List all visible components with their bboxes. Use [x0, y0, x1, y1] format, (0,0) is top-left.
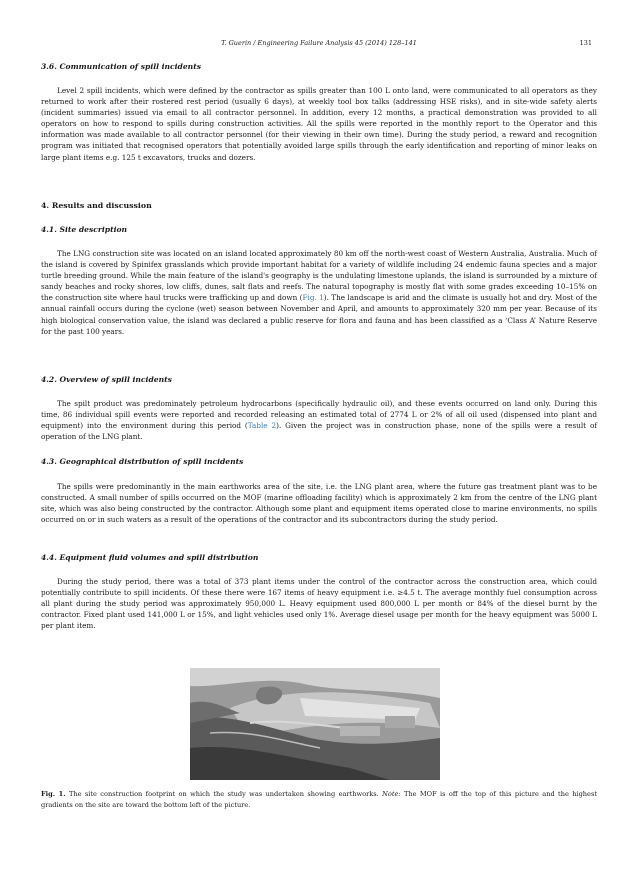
caption-note-label: Note:	[382, 790, 401, 798]
section-4-2	[41, 374, 597, 385]
section-4-4-body	[41, 576, 597, 631]
section-4-3	[41, 456, 597, 467]
section-4-1-title: 4.1. Site description	[41, 225, 128, 234]
figure-1-caption	[41, 789, 597, 810]
section-4-3-title: 4.3. Geographical distribution of spill incidents	[41, 457, 244, 466]
paragraph-text: ). The landscape is arid and the climate is usually hot and dry. Most of the annual rainfall occurs during the cyclone (wet) season between November and April, and amounts to approximately 320 mm per year. Because of its high biological conservation value, the island was declared a public reserve for flora and fauna and has been classified as a ‘Class A’ Nature Reserve for the past 100 years.	[41, 293, 597, 336]
paragraph-text: The spilt product was predominately petroleum hydrocarbons (specifically hydraulic oil), and these events occurred on land only. During this time, 86 individual spill events were reported and recorded releasing an estimated total of 2774 L or 2% of all oil used (dispensed into plant and equipment) into the environment during this period (	[41, 399, 597, 431]
section-4-2-body	[41, 398, 597, 442]
paragraph-text: The LNG construction site was located on an island located approximately 80 km off the north-west coast of Western Australia, Australia. Much of the island is covered by Spinifex grasslands which provide important habitat for a variety of wildlife including 24 endemic fauna species and a major turtle breeding ground. While the main feature of the island's geography is the undulating limestone uplands, the island is surrounded by a mixture of sandy beaches and rocky shores, low cliffs, dunes, salt flats and reefs. The natural topography is mostly flat with some grades exceeding 10–15% on the construction site where haul trucks were trafficking up and down (	[41, 249, 597, 303]
section-4-3-body	[41, 481, 597, 525]
table-2-link[interactable]: Table 2	[247, 421, 277, 431]
figure-1-aerial-photo	[190, 668, 440, 780]
paragraph	[41, 248, 597, 337]
section-4-1	[41, 224, 597, 235]
section-4-2-title: 4.2. Overview of spill incidents	[41, 375, 172, 384]
caption-text: The MOF is off the top of this picture and the highest gradients on the site are toward the bottom left of the picture.	[41, 790, 597, 809]
aerial-photo-graphic	[190, 668, 440, 780]
caption-text: The site construction footprint on which the study was undertaken showing earthworks.	[65, 790, 383, 798]
section-4-4-title: 4.4. Equipment fluid volumes and spill distribution	[41, 553, 259, 562]
figure-1-link[interactable]: Fig. 1	[302, 293, 324, 303]
section-4-title: 4. Results and discussion	[41, 201, 152, 210]
section-3-6-title: 3.6. Communication of spill incidents	[41, 62, 201, 71]
section-3-6-body	[41, 85, 597, 163]
section-4-1-body	[41, 248, 597, 337]
figure-label: Fig. 1.	[41, 790, 66, 798]
journal-citation: T. Guerin / Engineering Failure Analysis 45 (2014) 128–141	[221, 39, 417, 47]
section-4	[41, 200, 597, 211]
paragraph: Level 2 spill incidents, which were defined by the contractor as spills greater than 100 L onto land, were communicated to all operators as they returned to work after their rostered rest period (usually 6 days), at weekly tool box talks (addressing HSE risks), and in site-wide safety alerts (incident summaries) issued via email to all contractor personnel. In addition, every 12 months, a practical demonstration was provided to all operators on how to respond to spills during construction activities. All the spills were reported in the monthly report to the Operator and this information was made available to all contractor personnel (for their viewing in their own time). During the study period, a reward and recognition program was initiated that recognised operators that potentially avoided large spills through the early identification and reporting of minor leaks on large plant items e.g. 125 t excavators, trucks and dozers.	[41, 86, 597, 162]
running-head	[0, 39, 638, 51]
paragraph	[41, 398, 597, 442]
paragraph: The spills were predominantly in the main earthworks area of the site, i.e. the LNG plant area, where the future gas treatment plant was to be constructed. A small number of spills occurred on the MOF (marine offloading facility) which is approximately 2 km from the centre of the LNG plant site, which was also being constructed by the contractor. Although some plant and equipment items operated close to marine environments, no spills occurred on or in such waters as a result of the operations of the contractor and its subcontractors during the study period.	[41, 482, 597, 525]
paragraph-text: ). Given the project was in construction phase, none of the spills were a result of operation of the LNG plant.	[41, 421, 598, 442]
paragraph: During the study period, there was a total of 373 plant items under the control of the contractor across the construction area, which could potentially contribute to spill incidents. Of these there were 167 items of heavy equipment i.e. ≥4.5 t. The average monthly fuel consumption across all plant during the study period was approximately 950,000 L. Heavy equipment used 800,000 L per month or 84% of the diesel burnt by the contractor. Fixed plant used 141,000 L or 15%, and light vehicles used only 1%. Average diesel usage per month for the heavy equipment was 5000 L per plant item.	[41, 577, 597, 631]
section-3-6	[41, 61, 597, 72]
section-4-4	[41, 552, 597, 563]
page-number: 131	[579, 39, 592, 47]
